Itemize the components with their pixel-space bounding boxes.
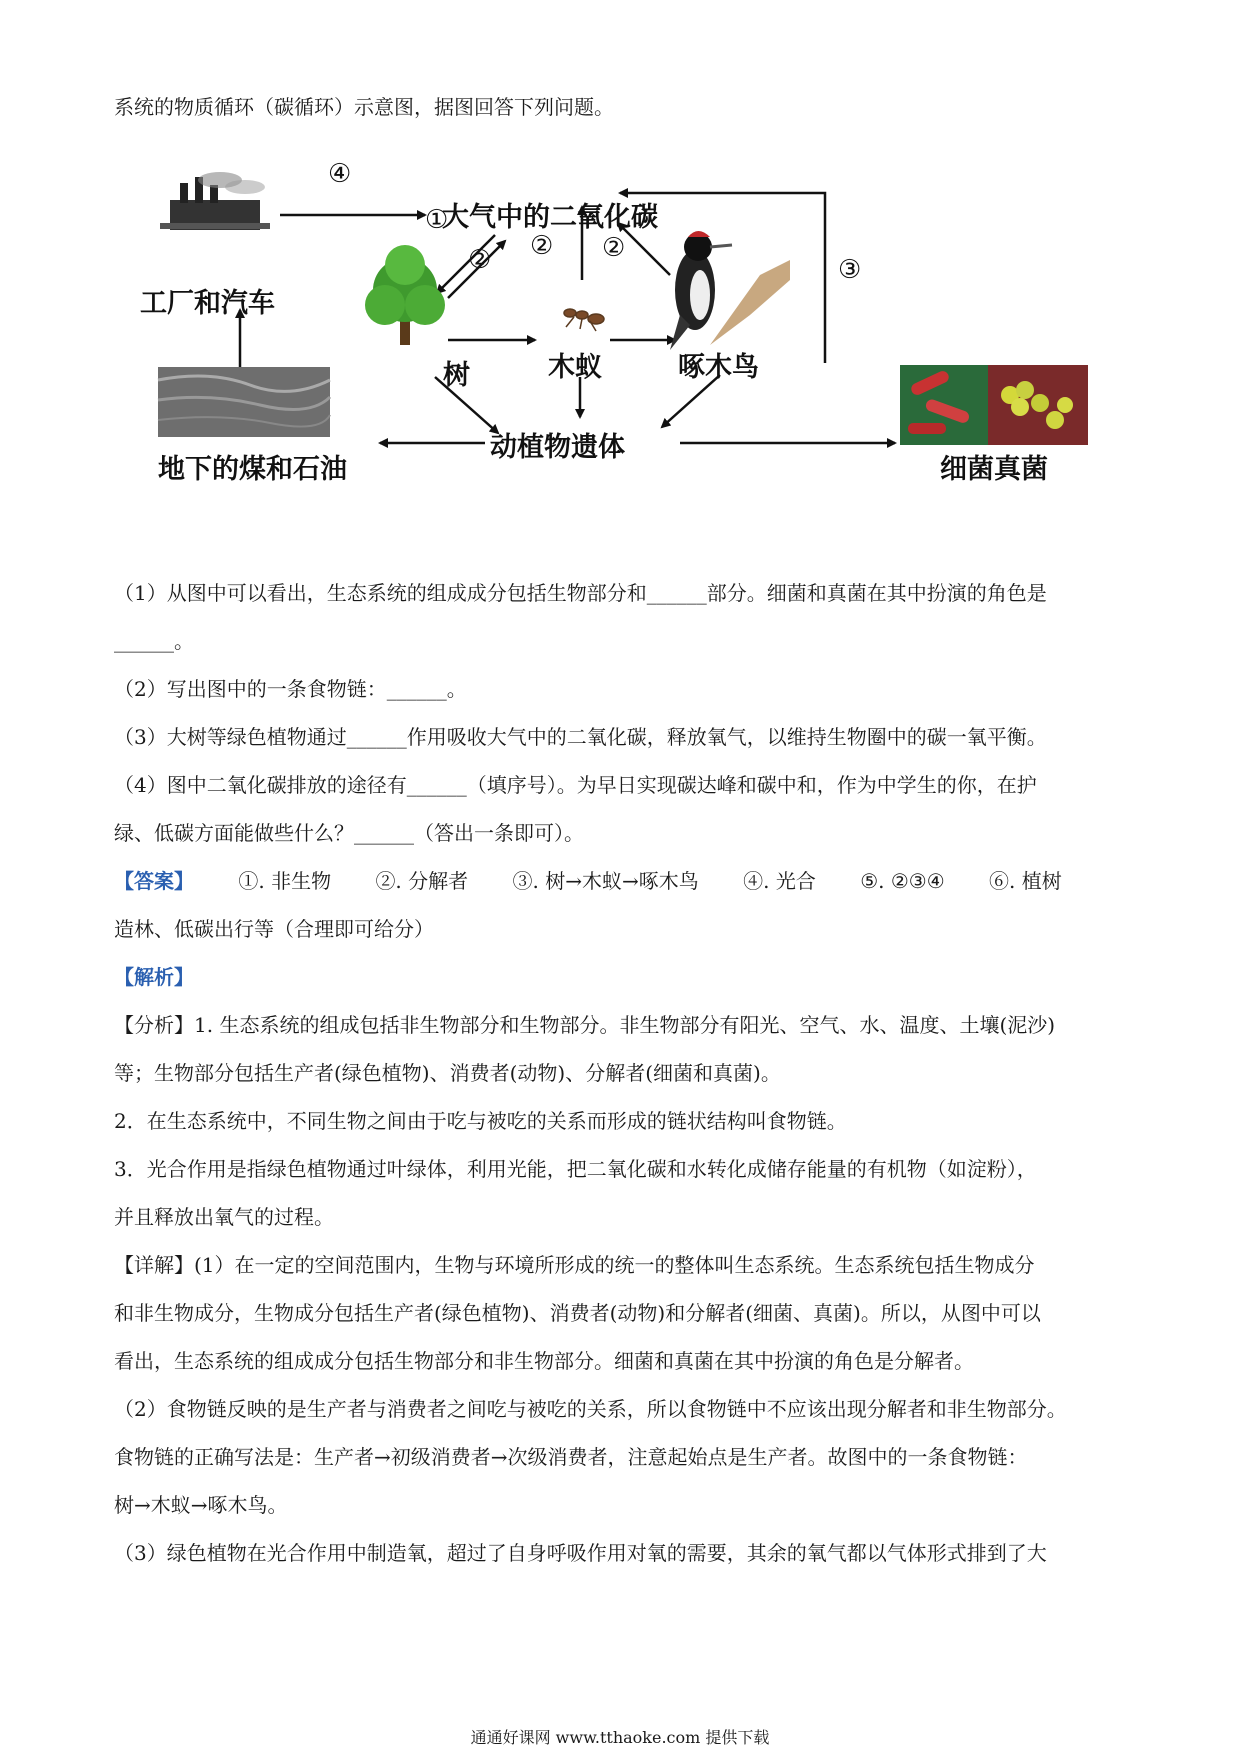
answer-item-6: ⑥. 植树 xyxy=(988,869,1062,893)
detail-line-6: 树→木蚁→啄木鸟。 xyxy=(114,1493,288,1517)
answer-item-1: ①. 非生物 xyxy=(238,869,332,893)
question-3: （3）大树等绿色植物通过______作用吸收大气中的二氧化碳，释放氧气，以维持生物圈中的碳一氧平衡。 xyxy=(114,725,1047,749)
termite-image xyxy=(564,309,604,331)
label-factory-cars: 工厂和汽车 xyxy=(140,288,275,319)
marker-1: ① xyxy=(425,205,449,235)
factory-image xyxy=(160,172,270,230)
tree-image xyxy=(365,245,445,345)
bacteria-fungi-image xyxy=(900,365,1088,445)
question-2: （2）写出图中的一条食物链：______。 xyxy=(114,677,467,701)
intro-text: 系统的物质循环（碳循环）示意图，据图回答下列问题。 xyxy=(114,95,614,119)
label-termite: 木蚁 xyxy=(548,352,602,383)
analysis-line-1: 【分析】1. 生态系统的组成包括非生物部分和生物部分。非生物部分有阳光、空气、水、温度、土壤(泥沙) xyxy=(114,1013,1056,1037)
answer-line xyxy=(114,866,1134,896)
footer-watermark: 通通好课网 www.tthaoke.com 提供下载 xyxy=(470,1728,770,1747)
label-woodpecker: 啄木鸟 xyxy=(678,352,759,383)
detail-line-3: 看出，生态系统的组成成分包括生物部分和非生物部分。细菌和真菌在其中扮演的角色是分解者。 xyxy=(114,1349,974,1373)
marker-2a: ② xyxy=(468,245,492,275)
label-atmosphere-co2: 大气中的二氧化碳 xyxy=(442,202,658,233)
marker-3: ③ xyxy=(838,255,862,285)
answer-tag: 【答案】 xyxy=(114,869,194,893)
answer-continuation: 造林、低碳出行等（合理即可给分） xyxy=(114,917,434,941)
question-1a: （1）从图中可以看出，生态系统的组成成分包括生物部分和______部分。细菌和真菌在其中扮演的角色是 xyxy=(114,581,1047,605)
analysis-tag: 【解析】 xyxy=(114,965,194,989)
detail-line-2: 和非生物成分，生物成分包括生产者(绿色植物)、消费者(动物)和分解者(细菌、真菌)。所以，从图中可以 xyxy=(114,1301,1041,1325)
question-4b: 绿、低碳方面能做些什么？______（答出一条即可）。 xyxy=(114,821,584,845)
answer-item-2: ②. 分解者 xyxy=(375,869,469,893)
woodpecker-image xyxy=(670,231,790,350)
label-tree: 树 xyxy=(443,360,470,391)
question-1b: ______。 xyxy=(114,629,194,653)
marker-2c: ② xyxy=(602,233,626,263)
analysis-line-3: 2．在生态系统中，不同生物之间由于吃与被吃的关系而形成的链状结构叫食物链。 xyxy=(114,1109,847,1133)
analysis-line-5: 并且释放出氧气的过程。 xyxy=(114,1205,334,1229)
marker-4: ④ xyxy=(328,159,352,189)
analysis-line-2: 等；生物部分包括生产者(绿色植物)、消费者(动物)、分解者(细菌和真菌)。 xyxy=(114,1061,781,1085)
label-coal-oil: 地下的煤和石油 xyxy=(158,454,347,485)
analysis-line-4: 3．光合作用是指绿色植物通过叶绿体，利用光能，把二氧化碳和水转化成储存能量的有机物（如淀粉）， xyxy=(114,1157,1037,1181)
detail-line-4: （2）食物链反映的是生产者与消费者之间吃与被吃的关系，所以食物链中不应该出现分解者和非生物部分。 xyxy=(114,1397,1067,1421)
marker-2b: ② xyxy=(530,231,554,261)
detail-line-1: 【详解】(1）在一定的空间范围内，生物与环境所形成的统一的整体叫生态系统。生态系统包括生物成分 xyxy=(114,1253,1035,1277)
detail-line-5: 食物链的正确写法是：生产者→初级消费者→次级消费者，注意起始点是生产者。故图中的一条食物链： xyxy=(114,1445,1028,1469)
detail-line-7: （3）绿色植物在光合作用中制造氧，超过了自身呼吸作用对氧的需要，其余的氧气都以气体形式排到了大 xyxy=(114,1541,1047,1565)
question-4a: （4）图中二氧化碳排放的途径有______（填序号）。为早日实现碳达峰和碳中和，作为中学生的你，在护 xyxy=(114,773,1037,797)
answer-item-4: ④. 光合 xyxy=(743,869,816,893)
label-bacteria-fungi: 细菌真菌 xyxy=(940,454,1048,485)
answer-item-5: ⑤. ②③④ xyxy=(860,869,945,893)
label-remains: 动植物遗体 xyxy=(490,432,625,463)
coal-oil-image xyxy=(158,367,330,437)
answer-item-3: ③. 树→木蚁→啄木鸟 xyxy=(512,869,699,893)
carbon-cycle-diagram xyxy=(140,159,1110,545)
